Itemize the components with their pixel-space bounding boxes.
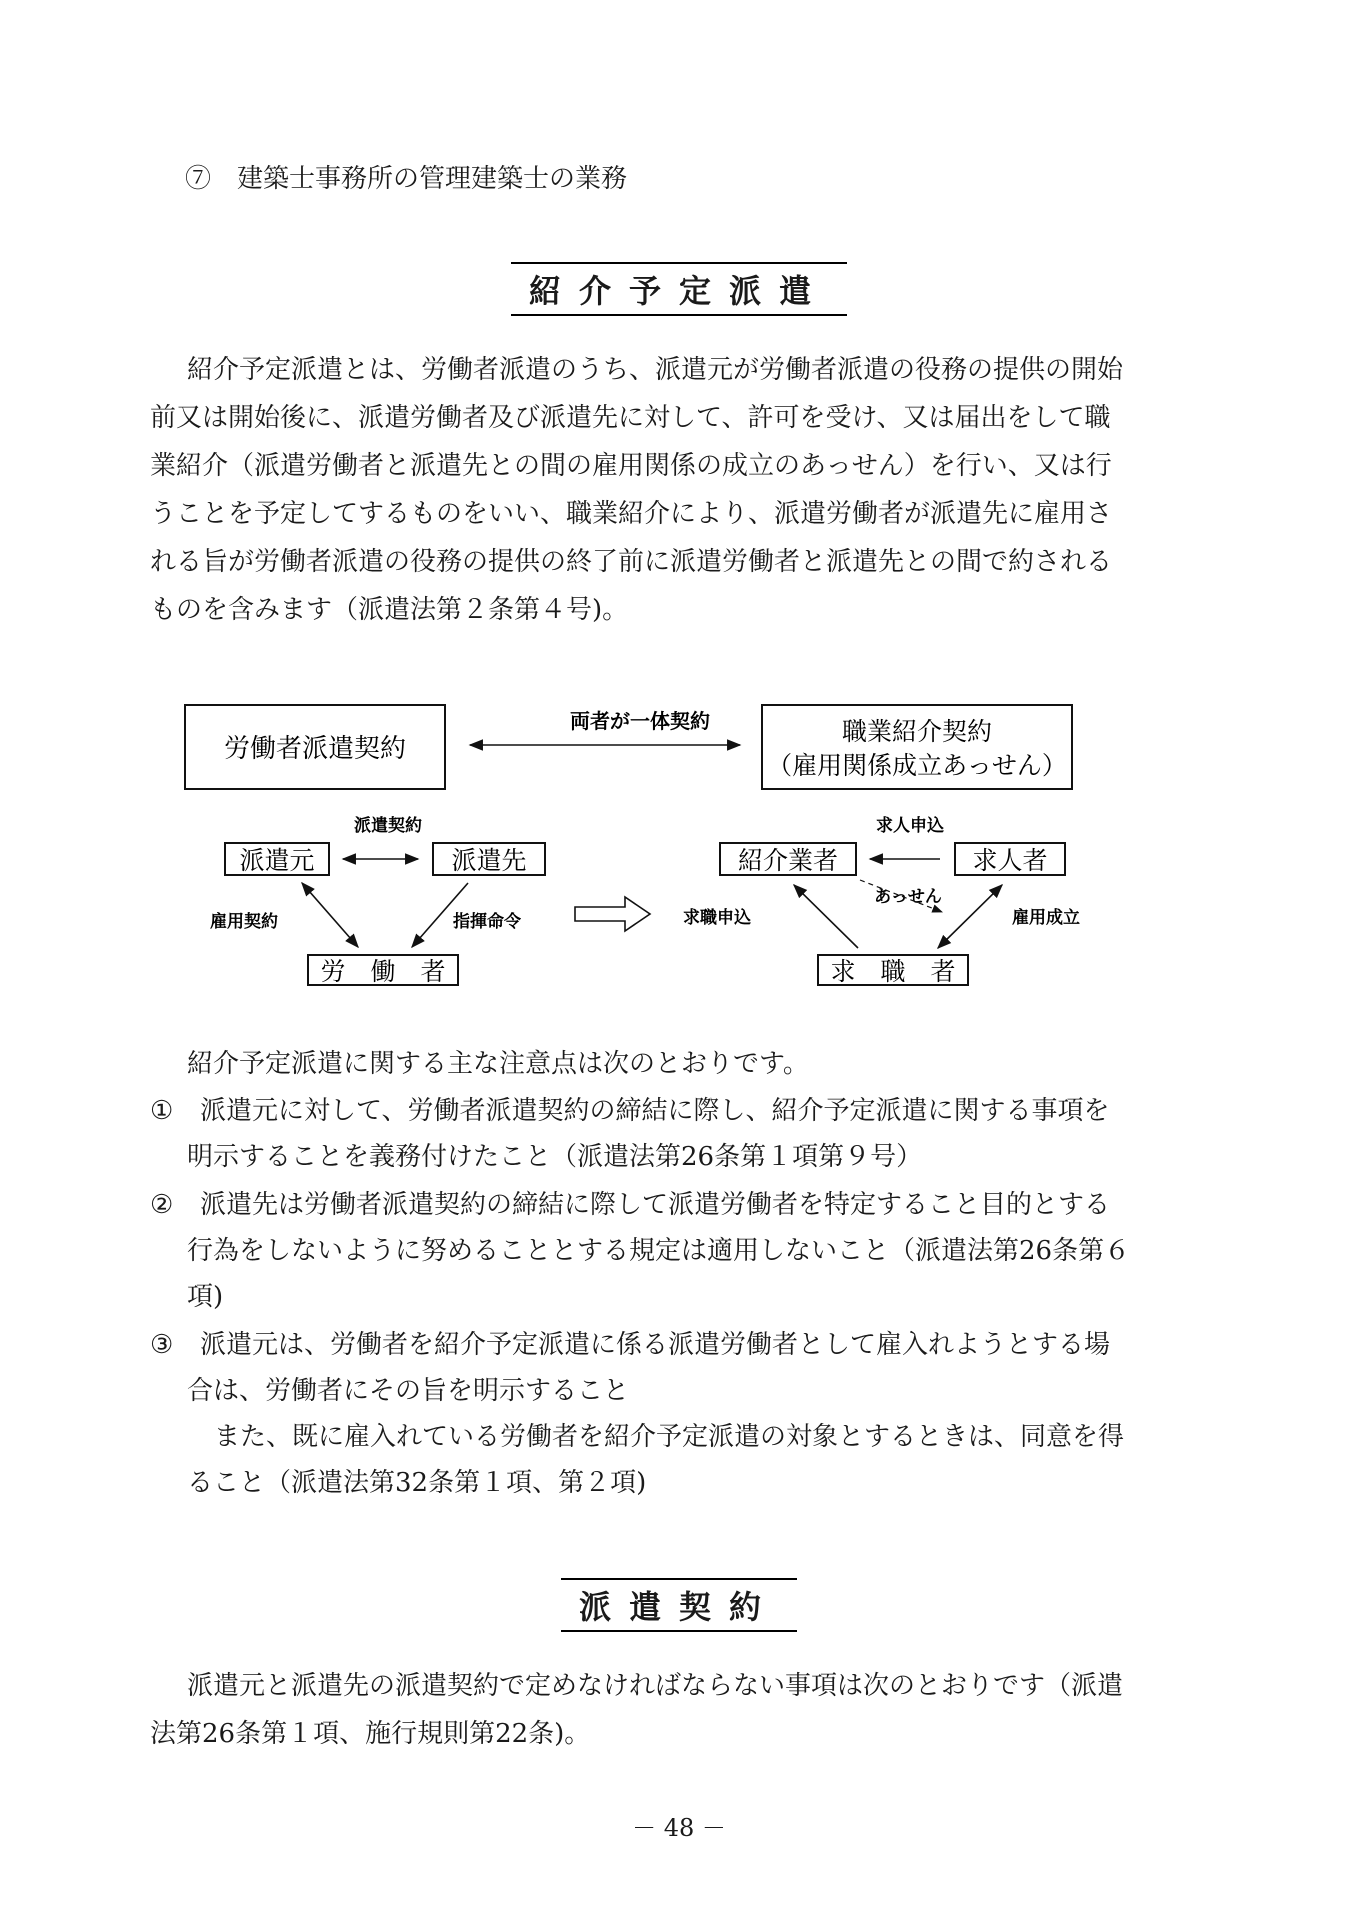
item-7: ⑦ 建築士事務所の管理建築士の業務 <box>185 164 628 194</box>
employment-established-label: 雇用成立 <box>1012 908 1080 928</box>
direction-command-label: 指揮命令 <box>453 912 521 932</box>
placement-agency-label: 紹介業者 <box>737 846 839 875</box>
note-item-2 <box>150 1182 1210 1320</box>
dispatch-contract-label: 派遣契約 <box>354 816 422 836</box>
paragraph-line: うことを予定してするものをいい、職業紹介により、派遣労働者が派遣先に雇用さ <box>150 499 1113 529</box>
page-number: － 48 － <box>632 1814 726 1842</box>
job-offer-label: 求人申込 <box>876 816 944 836</box>
note-number: ① <box>150 1096 174 1126</box>
employment-contract-label: 雇用契約 <box>210 912 278 932</box>
note-line: 派遣元に対して、労働者派遣契約の締結に際し、紹介予定派遣に関する事項を <box>200 1096 1110 1126</box>
haken-saki-label: 派遣先 <box>451 846 527 875</box>
section-heading-shokai-yotei-haken <box>0 262 1358 316</box>
paragraph-line: 派遣元と派遣先の派遣契約で定めなければならない事項は次のとおりです（派遣 <box>187 1671 1124 1701</box>
haken-moto-label: 派遣元 <box>239 846 315 875</box>
contract-paragraph <box>150 1662 1210 1758</box>
job-application-arrow <box>794 885 858 948</box>
dispatch-diagram <box>0 690 1358 1010</box>
heading-text: 派遣契約 <box>561 1578 797 1632</box>
note-line: 行為をしないように努めることとする規定は適用しないこと（派遣法第26条第６ <box>187 1236 1131 1266</box>
worker-dispatch-contract-label: 労働者派遣契約 <box>223 734 407 764</box>
note-line: 派遣元は、労働者を紹介予定派遣に係る派遣労働者として雇入れようとする場 <box>200 1330 1111 1360</box>
paragraph-line: ものを含みます（派遣法第２条第４号)。 <box>150 595 629 625</box>
note-item-3 <box>150 1322 1210 1506</box>
transition-arrow-icon <box>575 897 650 931</box>
worker-label: 労 働 者 <box>320 957 446 986</box>
paragraph-line: 業紹介（派遣労働者と派遣先との間の雇用関係の成立のあっせん）を行い、又は行 <box>150 451 1112 481</box>
section-heading-haken-keiyaku <box>0 1578 1358 1632</box>
paragraph-line: 紹介予定派遣とは、労働者派遣のうち、派遣元が労働者派遣の役務の提供の開始 <box>187 355 1124 385</box>
note-number: ③ <box>150 1330 174 1360</box>
job-application-label: 求職申込 <box>683 908 751 928</box>
paragraph-line: 法第26条第１項、施行規則第22条)。 <box>150 1719 591 1749</box>
joint-contract-label: 両者が一体契約 <box>570 709 710 733</box>
note-line: 項) <box>187 1282 224 1312</box>
note-line: ること（派遣法第32条第１項、第２項) <box>187 1468 647 1498</box>
paragraph-line: れる旨が労働者派遣の役務の提供の終了前に派遣労働者と派遣先との間で約される <box>150 547 1113 577</box>
notes-intro <box>150 1040 1210 1088</box>
note-line: 明示することを義務付けたこと（派遣法第26条第１項第９号） <box>187 1142 923 1172</box>
note-number: ② <box>150 1190 174 1220</box>
notes-intro-text: 紹介予定派遣に関する主な注意点は次のとおりです。 <box>187 1049 809 1079</box>
job-placement-contract-sublabel: （雇用関係成立あっせん） <box>767 751 1067 780</box>
paragraph-line: 前又は開始後に、派遣労働者及び派遣先に対して、許可を受け、又は届出をして職 <box>150 403 1111 433</box>
job-seeker-label: 求 職 者 <box>830 957 956 986</box>
employment-established-arrow <box>938 885 1002 948</box>
mediation-label: あっせん <box>874 887 942 907</box>
note-line: 派遣先は労働者派遣契約の締結に際して派遣労働者を特定すること目的とする <box>200 1190 1111 1220</box>
note-item-1 <box>150 1088 1210 1180</box>
job-placement-contract-label: 職業紹介契約 <box>841 717 993 746</box>
employer-label: 求人者 <box>972 846 1048 875</box>
note-line: また、既に雇入れている労働者を紹介予定派遣の対象とするときは、同意を得 <box>214 1422 1125 1452</box>
employment-arrow <box>302 883 358 947</box>
intro-paragraph <box>150 346 1210 634</box>
note-line: 合は、労働者にその旨を明示すること <box>187 1376 630 1406</box>
heading-text: 紹介予定派遣 <box>511 262 847 316</box>
